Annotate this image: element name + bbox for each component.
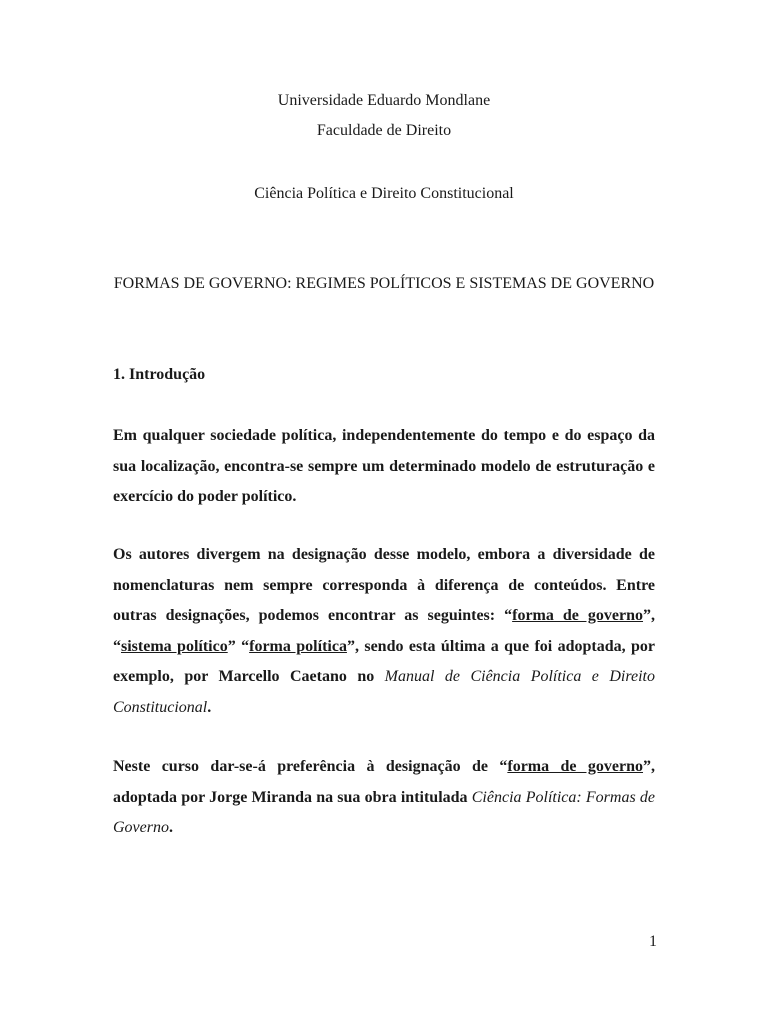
underlined-term: forma política — [249, 637, 347, 655]
underlined-term: forma de governo — [512, 607, 644, 624]
paragraph-text: . — [168, 819, 173, 836]
paragraph-text: ” “ — [227, 637, 250, 655]
page-number: 1 — [649, 933, 657, 950]
underlined-term: sistema político — [121, 637, 228, 655]
paragraph-preference — [113, 752, 655, 844]
paragraph-text: ”, “ — [113, 607, 656, 655]
document-title: FORMAS DE GOVERNO: REGIMES POLÍTICOS E SISTEMAS DE GOVERNO — [113, 275, 655, 292]
paragraph-text: ”, sendo esta última a que foi adoptada, por exemplo, por Marcello Caetano no — [113, 637, 656, 685]
section-heading: 1. Introdução — [113, 366, 206, 383]
paragraph-text: . — [207, 698, 212, 716]
paragraph-text: Neste curso dar-se-á preferência à designação de “ — [113, 758, 508, 775]
faculty-name: Faculdade de Direito — [316, 122, 452, 139]
underlined-term: forma de governo — [507, 758, 644, 775]
paragraph-introduction: Em qualquer sociedade política, independentemente do tempo e do espaço da sua localização, encontra-se sempre um determinado modelo de estruturação e exercício do poder político. — [113, 427, 655, 505]
book-title: Manual de Ciência Política e Direito Constitucional — [113, 668, 655, 716]
paragraph-designations — [113, 540, 655, 723]
university-name: Universidade Eduardo Mondlane — [277, 92, 491, 109]
course-name: Ciência Política e Direito Constitucional — [254, 185, 514, 202]
paragraph-text: ”, adoptada por Jorge Miranda na sua obra intitulada — [113, 758, 656, 806]
paragraph-text: Os autores divergem na designação desse modelo, embora a diversidade de nomenclaturas nem sempre corresponda à diferença de conteúdos. Entre outras designações, podemos encontrar as seguintes: “ — [113, 546, 655, 624]
book-title: Ciência Política: Formas de Governo — [113, 788, 656, 836]
